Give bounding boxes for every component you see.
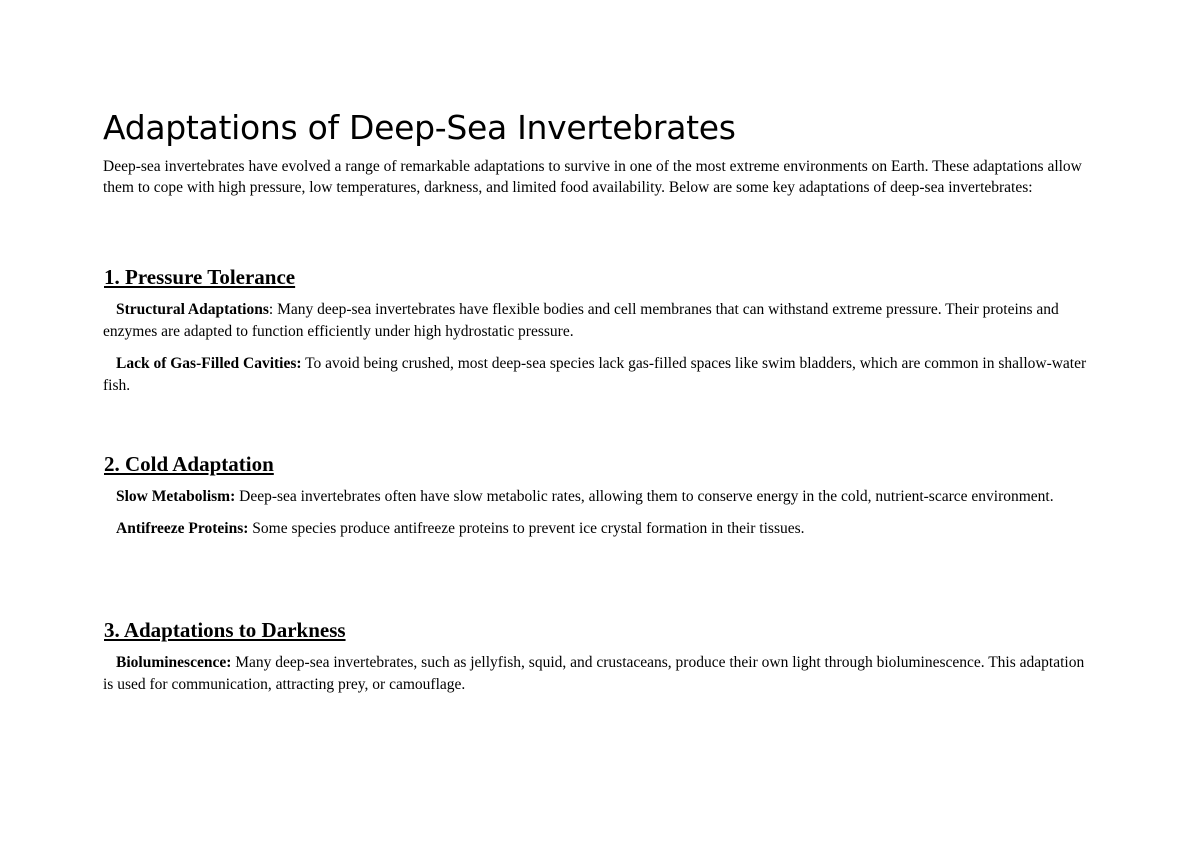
item-term: Lack of Gas-Filled Cavities: <box>116 355 302 372</box>
section-item <box>103 353 1098 397</box>
item-term: Slow Metabolism: <box>116 488 236 505</box>
section-item <box>103 518 1098 540</box>
document-page <box>103 106 1098 693</box>
item-text: Many deep-sea invertebrates, such as jellyfish, squid, and crustaceans, produce their own light through bioluminescence. This adaptation is used for communication, attracting prey, or camouflage. <box>103 654 1085 693</box>
section-item <box>103 299 1098 343</box>
section-cold-adaptation <box>103 451 1098 540</box>
intro-paragraph: Deep-sea invertebrates have evolved a range of remarkable adaptations to survive in one of the most extreme environments on Earth. These adaptations allow them to cope with high pressure, low temperatures, darkness, and limited food availability. Below are some key adaptations of deep-sea invertebrates: <box>103 158 1082 196</box>
page-title: Adaptations of Deep-Sea Invertebrates <box>103 108 736 147</box>
section-heading: 3. Adaptations to Darkness <box>104 618 346 642</box>
section-item <box>103 652 1098 696</box>
item-text: Many deep-sea invertebrates have flexible bodies and cell membranes that can withstand extreme pressure. Their proteins and enzymes are adapted to function efficiently under high hydrostatic pressure. <box>103 301 1059 340</box>
item-text: To avoid being crushed, most deep-sea species lack gas-filled spaces like swim bladders, which are common in shallow-water fish. <box>103 355 1087 394</box>
section-heading: 1. Pressure Tolerance <box>104 265 296 289</box>
item-text: Deep-sea invertebrates often have slow metabolic rates, allowing them to conserve energy in the cold, nutrient-scarce environment. <box>235 488 1054 505</box>
section-pressure-tolerance <box>103 264 1098 397</box>
section-adaptations-to-darkness <box>103 617 1098 696</box>
item-text: Some species produce antifreeze proteins to prevent ice crystal formation in their tissues. <box>248 520 805 537</box>
item-term: Antifreeze Proteins: <box>116 520 249 537</box>
item-separator: : <box>268 301 274 318</box>
section-item <box>103 486 1098 508</box>
section-heading: 2. Cold Adaptation <box>104 452 274 476</box>
item-term: Bioluminescence: <box>116 654 232 671</box>
item-term: Structural Adaptations <box>116 301 269 318</box>
